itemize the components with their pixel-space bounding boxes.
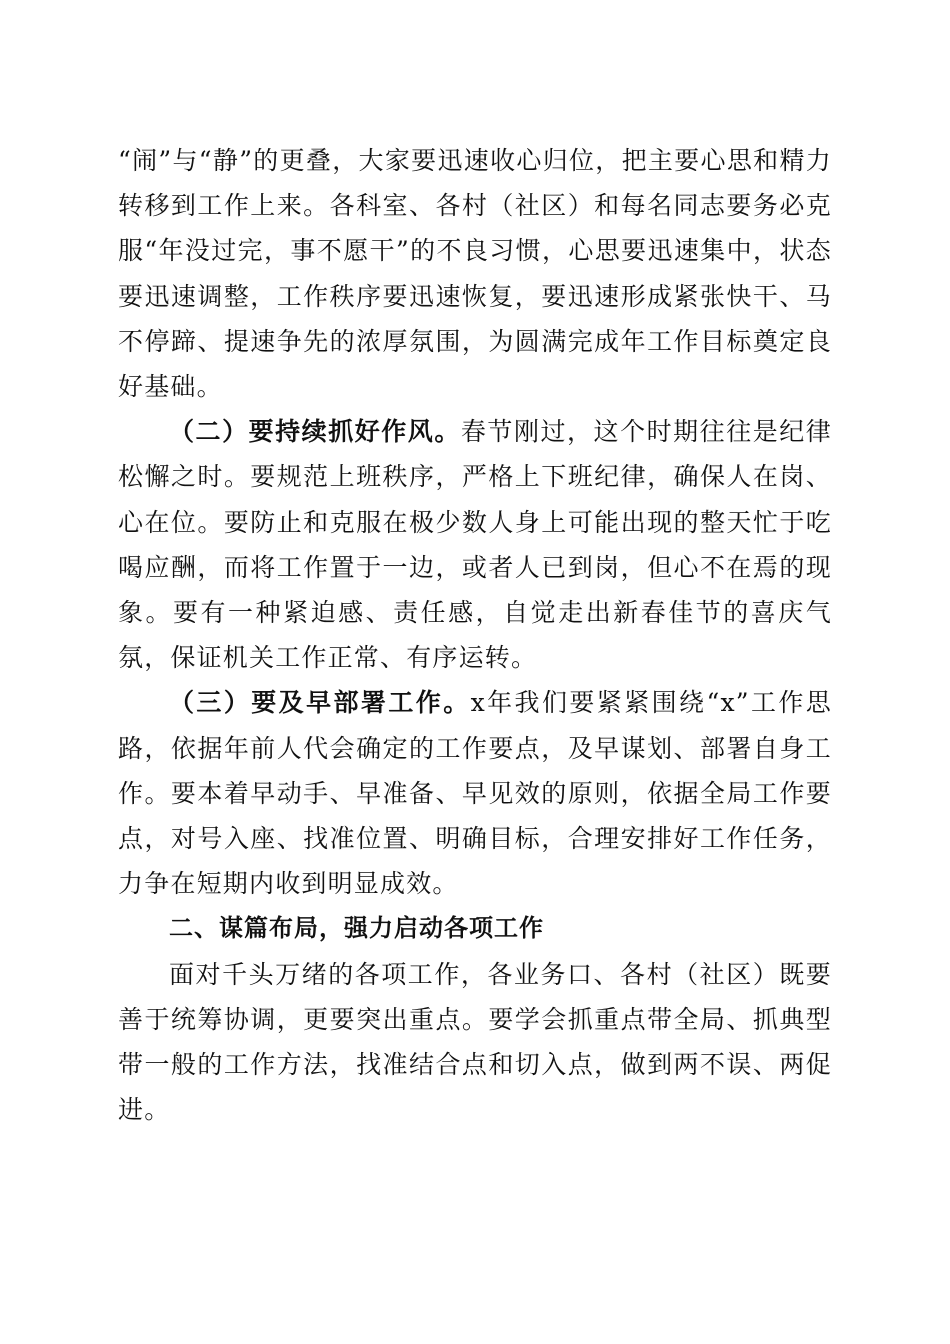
paragraph-text: x年我们要紧紧围绕“x”工作思路，依据年前人代会确定的工作要点，及早谋划、部署自身工作。要本着早动手、早准备、早见效的原则，依据全局工作要点，对号入座、找准位置、明确目标，合理安排好工作任务，力争在短期内收到明显成效。	[118, 688, 832, 899]
document-body	[118, 138, 832, 1132]
paragraph-text: 面对千头万绪的各项工作，各业务口、各村（社区）既要善于统筹协调，更要突出重点。要学会抓重点带全局、抓典型带一般的工作方法，找准结合点和切入点，做到两不误、两促进。	[118, 959, 832, 1125]
paragraph-continuation	[118, 138, 832, 409]
paragraph-text: “闹”与“静”的更叠，大家要迅速收心归位，把主要心思和精力转移到工作上来。各科室、各村（社区）和每名同志要务必克服“年没过完，事不愿干”的不良习惯，心思要迅速集中，状态要迅速调整，工作秩序要迅速恢复，要迅速形成紧张快干、马不停蹄、提速争先的浓厚氛围，为圆满完成年工作目标奠定良好基础。	[118, 146, 832, 402]
paragraph-lead: （二）要持续抓好作风。	[169, 417, 461, 447]
paragraph-lead: （三）要及早部署工作。	[169, 688, 471, 718]
paragraph-early-deployment	[118, 680, 832, 906]
paragraph-work-style	[118, 409, 832, 680]
section-heading: 二、谋篇布局，强力启动各项工作	[169, 914, 544, 943]
paragraph-closing	[118, 952, 832, 1133]
paragraph-text: 春节刚过，这个时期往往是纪律松懈之时。要规范上班秩序，严格上下班纪律，确保人在岗、心在位。要防止和克服在极少数人身上可能出现的整天忙于吃喝应酬，而将工作置于一边，或者人已到岗，但心不在焉的现象。要有一种紧迫感、责任感，自觉走出新春佳节的喜庆气氛，保证机关工作正常、有序运转。	[118, 417, 833, 673]
